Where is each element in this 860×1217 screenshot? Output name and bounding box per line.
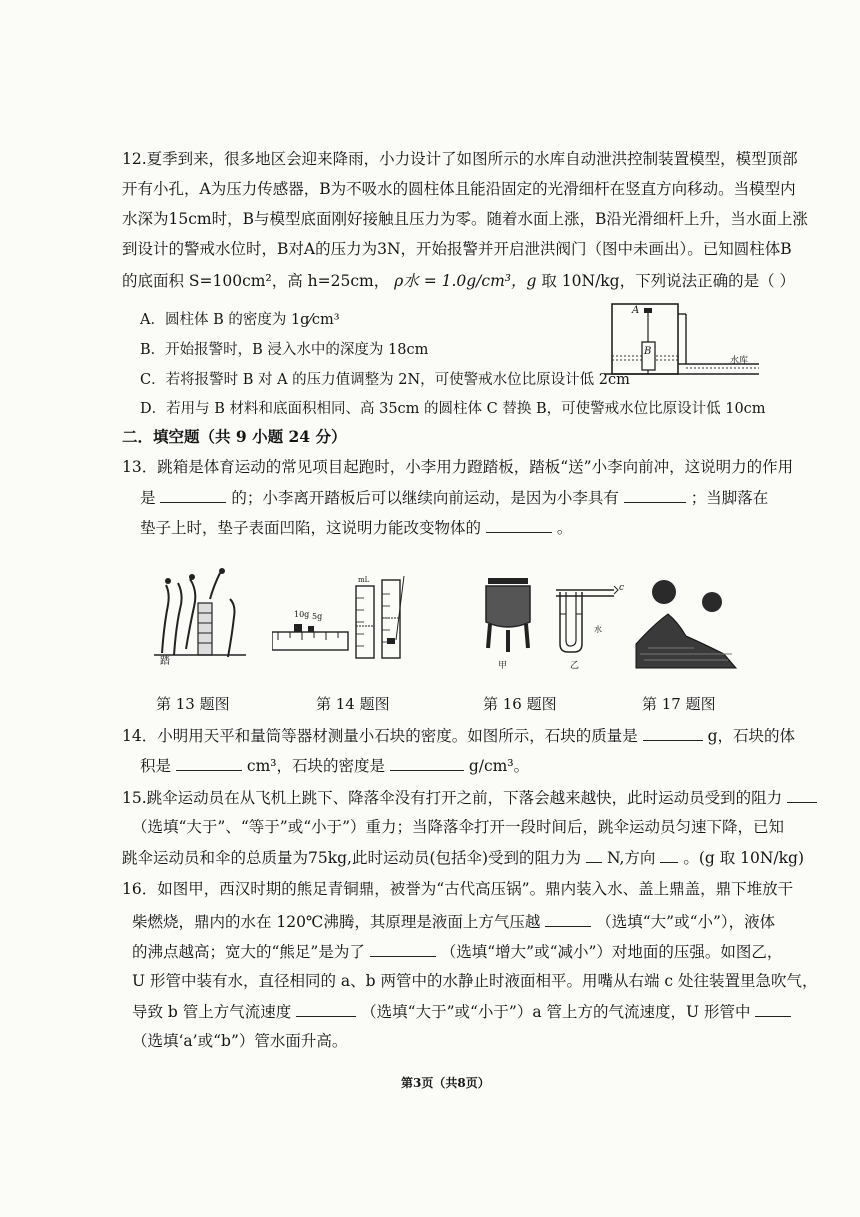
q16-line4: U 形管中装有水，直径相同的 a、b 两管中的水静止时液面相平。用嘴从右端 c 处往装置里急吹气， xyxy=(132,972,818,990)
q15-line3-text-b: N,方向 xyxy=(606,849,656,867)
reservoir-label-a: A xyxy=(632,305,640,316)
q12-option-c: C．若将报警时 B 对 A 的压力值调整为 2N，可使警戒水位比原设计低 2cm xyxy=(140,372,630,388)
q12-line5-text-b: 取 10N/kg，下列说法正确的是（ ） xyxy=(541,272,796,290)
q16-line3 xyxy=(132,942,782,962)
q13-line1: 13．跳箱是体育运动的常见项目起跑时，小李用力蹬踏板，踏板“送”小李向前冲，这说明力的作用 xyxy=(122,458,794,476)
fig16-label-water: 水 xyxy=(594,625,602,634)
q12-line1: 12.夏季到来，很多地区会迎来降雨，小力设计了如图所示的水库自动泄洪控制装置模型，模型顶部 xyxy=(122,150,798,168)
q12-line5-text-a: 的底面积 S=100cm²，高 h=25cm， xyxy=(122,272,390,290)
q15-line1 xyxy=(122,788,817,808)
balance-and-cylinder-figure xyxy=(272,568,412,663)
q14-blank-mass xyxy=(643,726,703,741)
q14-line2-text-a: 积是 xyxy=(140,757,172,775)
fig16-label-yi: 乙 xyxy=(570,661,580,671)
q12-option-d: D．若用与 B 材料和底面积相同、高 35cm 的圆柱体 C 替换 B，可使警戒水位比原设计低 10cm xyxy=(140,401,766,417)
caption-fig16: 第 16 题图 xyxy=(483,695,557,713)
q16-line2-text-a: 柴燃烧，鼎内的水在 120℃沸腾，其原理是液面上方气压越 xyxy=(132,913,541,931)
q13-line2-text-a: 是 xyxy=(140,489,156,507)
q16-line3-text-a: 的沸点越高；宽大的“熊足”是为了 xyxy=(132,943,365,961)
fig16-label-jia: 甲 xyxy=(498,661,508,671)
q16-line6: （选填‘a’或“b”）管水面升高。 xyxy=(132,1032,348,1050)
fig13-label: 踏 xyxy=(160,656,170,667)
q16-blank-feet xyxy=(370,942,436,957)
q16-line1: 16．如图甲，西汉时期的熊足青铜鼎，被誉为“古代高压锅”。鼎内装入水、盖上鼎盖，鼎下堆放干 xyxy=(122,880,794,898)
q12-option-b: B．开始报警时，B 浸入水中的深度为 18cm xyxy=(140,342,429,358)
q14-line1-text-b: g，石块的体 xyxy=(707,727,796,745)
caption-fig14: 第 14 题图 xyxy=(316,695,390,713)
q15-blank-1 xyxy=(787,788,817,803)
q12-line5 xyxy=(122,272,795,291)
q14-line1-text-a: 14．小明用天平和量筒等器材测量小石块的密度。如图所示，石块的质量是 xyxy=(122,727,638,745)
q16-line2-text-b: （选填“大”或“小”），液体 xyxy=(596,913,776,931)
q16-line2 xyxy=(132,912,775,932)
q12-line2: 开有小孔，A为压力传感器，B为不吸水的圆柱体且能沿固定的光滑细杆在竖直方向移动。当模型内 xyxy=(122,180,796,198)
reservoir-figure xyxy=(604,300,764,384)
q12-line3: 水深为15cm时，B与模型底面刚好接触且压力为零。随着水面上涨，B沿光滑细杆上升，当水面上涨 xyxy=(122,210,808,228)
q13-blank-1 xyxy=(160,488,226,503)
q15-line3-text-a: 跳伞运动员和伞的总质量为75kg,此时运动员(包括伞)受到的阻力为 xyxy=(122,849,582,867)
caption-fig13: 第 13 题图 xyxy=(156,695,230,713)
q15-line1-text: 15.跳伞运动员在从飞机上跳下、降落伞没有打开之前，下落会越来越快，此时运动员受到的阻力 xyxy=(122,789,783,807)
reservoir-label-water: 水库 xyxy=(730,356,749,366)
q16-line5-text-a: 导致 b 管上方气流速度 xyxy=(132,1003,292,1021)
bronze-ding-and-u-tube-figure xyxy=(482,572,625,664)
q16-line3-text-b: （选填“增大”或“减小”）对地面的压强。如图乙， xyxy=(440,943,783,961)
fig16-label-c: c xyxy=(619,583,625,593)
q16-blank-speed xyxy=(296,1002,356,1017)
q15-blank-force xyxy=(586,848,602,863)
q14-blank-density xyxy=(390,756,464,771)
q16-line5 xyxy=(132,1002,791,1022)
q12-line5-rho: ρ水 = 1.0g/cm³，g xyxy=(394,272,537,290)
q14-line2 xyxy=(140,756,529,776)
q13-line2-text-b: 的；小李离开踏板后可以继续向前运动，是因为小李具有 xyxy=(231,489,619,507)
q13-line2 xyxy=(140,488,768,508)
q16-blank-pressure xyxy=(545,912,591,927)
q13-line2-text-c: ；当脚落在 xyxy=(690,489,769,507)
q16-blank-tube xyxy=(755,1002,791,1017)
q14-line2-text-c: g/cm³。 xyxy=(468,757,530,775)
vault-jump-figure xyxy=(150,565,250,665)
caption-fig17: 第 17 题图 xyxy=(642,695,716,713)
fig14-weight-10g: 10g xyxy=(294,610,310,619)
q15-line3 xyxy=(122,848,804,868)
fig14-weight-5g: 5g xyxy=(312,612,323,621)
q15-blank-direction xyxy=(660,848,678,863)
q13-blank-3 xyxy=(486,518,552,533)
q14-line1 xyxy=(122,726,795,746)
q15-line3-text-c: 。(g 取 10N/kg) xyxy=(683,849,805,867)
reservoir-label-b: B xyxy=(644,346,652,357)
q14-blank-volume xyxy=(176,756,242,771)
parachute-photo-figure xyxy=(634,574,738,670)
q13-line3 xyxy=(140,518,572,538)
q12-option-a: A．圆柱体 B 的密度为 1g⁄cm³ xyxy=(140,312,340,328)
page-number-footer: 第3页（共8页） xyxy=(401,1076,490,1090)
q14-line2-text-b: cm³，石块的密度是 xyxy=(246,757,385,775)
q12-line4: 到设计的警戒水位时，B对A的压力为3N，开始报警并开启泄洪阀门（图中未画出）。已知圆柱体B xyxy=(122,240,792,258)
q16-line5-text-b: （选填“大于”或“小于”）a 管上方的气流速度，U 形管中 xyxy=(361,1003,751,1021)
section-fill-in-title: 二．填空题（共 9 小题 24 分） xyxy=(122,427,347,446)
q13-line3-text-b: 。 xyxy=(556,519,573,537)
fig14-ml-label: mL xyxy=(358,576,370,584)
q13-line3-text-a: 垫子上时，垫子表面凹陷，这说明力能改变物体的 xyxy=(140,519,482,537)
q15-line2: （选填“大于”、“等于”或“小于”）重力；当降落伞打开一段时间后，跳伞运动员匀速下降，已知 xyxy=(132,818,785,836)
q13-blank-2 xyxy=(624,488,686,503)
